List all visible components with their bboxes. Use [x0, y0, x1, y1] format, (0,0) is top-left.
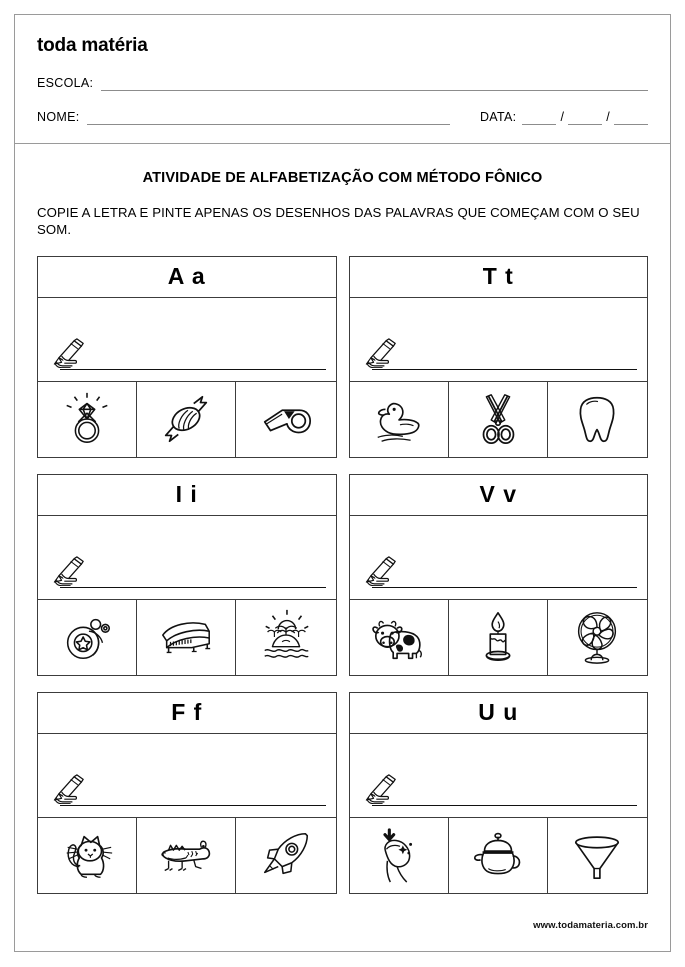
school-field-row — [37, 76, 648, 91]
cow-icon — [370, 608, 428, 666]
date-day-input[interactable] — [522, 112, 556, 125]
date-label: DATA: — [479, 110, 517, 124]
worksheet-body — [15, 144, 670, 894]
name-field-row — [37, 110, 648, 125]
picture-cell-cow[interactable] — [350, 600, 449, 675]
letter-card-grid — [37, 256, 648, 894]
school-label: ESCOLA: — [37, 76, 94, 90]
teapot-icon — [469, 826, 527, 884]
date-year-input[interactable] — [614, 112, 648, 125]
picture-cell-whistle[interactable] — [236, 382, 335, 457]
hand-writing-pencil-icon — [361, 774, 397, 805]
writing-practice-area[interactable] — [350, 298, 648, 382]
picture-row — [38, 382, 336, 457]
picture-cell-teapot[interactable] — [449, 818, 548, 893]
brand-logo: toda matéria — [37, 35, 148, 56]
coins-icon — [58, 608, 116, 666]
letter-card-t — [349, 256, 649, 458]
picture-cell-tooth[interactable] — [548, 382, 647, 457]
candle-icon — [469, 608, 527, 666]
page-title: ATIVIDADE DE ALFABETIZAÇÃO COM MÉTODO FÔNICO — [142, 170, 543, 186]
footer-url: www.todamateria.com.br — [533, 920, 648, 931]
picture-cell-piano[interactable] — [137, 600, 236, 675]
fingernail-icon — [370, 826, 428, 884]
island-icon — [257, 608, 315, 666]
hand-writing-pencil-icon — [49, 338, 85, 369]
whistle-icon — [257, 390, 315, 448]
letter-heading: F f — [38, 693, 336, 734]
duck-icon — [370, 390, 428, 448]
writing-line — [372, 805, 638, 806]
date-separator-2: / — [606, 110, 610, 124]
writing-practice-area[interactable] — [38, 298, 336, 382]
writing-practice-area[interactable] — [38, 516, 336, 600]
writing-line — [60, 369, 326, 370]
letter-heading: V v — [350, 475, 648, 516]
instructions-text: COPIE A LETRA E PINTE APENAS OS DESENHOS DAS PALAVRAS QUE COMEÇAM COM O SEU SOM. — [37, 205, 640, 238]
school-input-line[interactable] — [101, 78, 648, 91]
writing-practice-area[interactable] — [38, 734, 336, 818]
hand-writing-pencil-icon — [361, 556, 397, 587]
tooth-icon — [568, 390, 626, 448]
worksheet-page — [14, 14, 671, 952]
picture-row — [350, 818, 648, 893]
picture-row — [350, 382, 648, 457]
picture-cell-fingernail[interactable] — [350, 818, 449, 893]
letter-heading: I i — [38, 475, 336, 516]
page-header — [15, 15, 670, 144]
writing-line — [372, 369, 638, 370]
letter-card-f — [37, 692, 337, 894]
letter-heading: U u — [350, 693, 648, 734]
letter-card-a — [37, 256, 337, 458]
writing-line — [60, 805, 326, 806]
picture-cell-funnel[interactable] — [548, 818, 647, 893]
picture-cell-duck[interactable] — [350, 382, 449, 457]
name-input-line[interactable] — [87, 112, 449, 125]
date-separator-1: / — [560, 110, 565, 124]
alligator-icon — [157, 826, 215, 884]
picture-row — [38, 818, 336, 893]
picture-cell-scissors[interactable] — [449, 382, 548, 457]
piano-icon — [157, 608, 215, 666]
name-label: NOME: — [37, 110, 80, 124]
picture-row — [350, 600, 648, 675]
fan-icon — [568, 608, 626, 666]
scissors-icon — [469, 390, 527, 448]
picture-row — [38, 600, 336, 675]
candy-icon — [157, 390, 215, 448]
picture-cell-coins[interactable] — [38, 600, 137, 675]
date-month-input[interactable] — [568, 112, 602, 125]
ring-icon — [58, 390, 116, 448]
letter-card-i — [37, 474, 337, 676]
writing-line — [372, 587, 638, 588]
hand-writing-pencil-icon — [49, 556, 85, 587]
letter-heading: T t — [350, 257, 648, 298]
hand-writing-pencil-icon — [361, 338, 397, 369]
picture-cell-alligator[interactable] — [137, 818, 236, 893]
writing-practice-area[interactable] — [350, 734, 648, 818]
rocket-icon — [257, 826, 315, 884]
letter-heading: A a — [38, 257, 336, 298]
letter-card-u — [349, 692, 649, 894]
funnel-icon — [568, 826, 626, 884]
picture-cell-candy[interactable] — [137, 382, 236, 457]
picture-cell-fan[interactable] — [548, 600, 647, 675]
hand-writing-pencil-icon — [49, 774, 85, 805]
picture-cell-ring[interactable] — [38, 382, 137, 457]
picture-cell-candle[interactable] — [449, 600, 548, 675]
writing-practice-area[interactable] — [350, 516, 648, 600]
picture-cell-island[interactable] — [236, 600, 335, 675]
picture-cell-rocket[interactable] — [236, 818, 335, 893]
cat-icon — [58, 826, 116, 884]
date-field-group — [450, 110, 648, 125]
letter-card-v — [349, 474, 649, 676]
writing-line — [60, 587, 326, 588]
picture-cell-cat[interactable] — [38, 818, 137, 893]
